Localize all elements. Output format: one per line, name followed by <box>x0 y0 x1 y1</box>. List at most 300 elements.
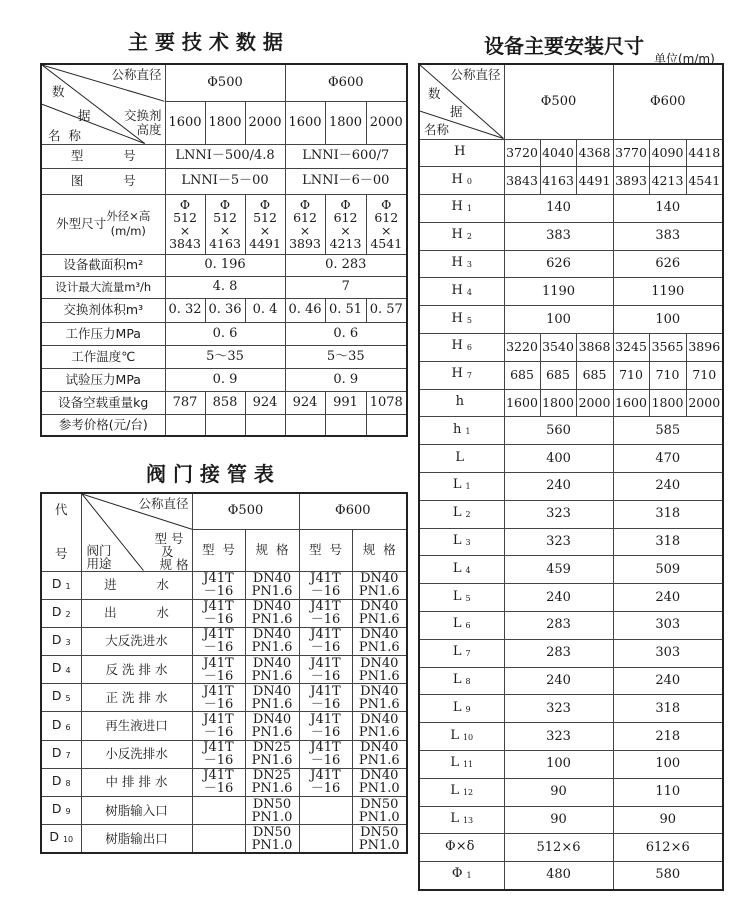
diameter-header: Φ600 <box>613 64 723 139</box>
dimension-cell: 4163 <box>540 167 576 195</box>
table-row <box>419 723 723 751</box>
table-row <box>41 684 407 712</box>
cell: 0. 6 <box>285 322 407 345</box>
table-row <box>41 391 407 414</box>
valve-cell: J41T －16 <box>192 599 245 627</box>
valve-cell: DN40 PN1.6 <box>245 599 299 627</box>
tech-data-table <box>40 63 408 437</box>
sub-header: 规 格 <box>245 529 299 571</box>
dimension-name: L 2 <box>419 500 504 528</box>
dimension-cell: 3770 <box>613 139 649 167</box>
dimension-name: H 7 <box>419 361 504 389</box>
dimension-cell: 685 <box>576 361 613 389</box>
dimension-name: H 1 <box>419 195 504 223</box>
diameter-header: Φ500 <box>192 493 299 529</box>
dimension-name: L 13 <box>419 806 504 834</box>
cell: 991 <box>325 391 366 414</box>
table-row <box>419 834 723 862</box>
table-row <box>419 139 723 167</box>
cell <box>205 414 245 436</box>
row-label: 设计最大流量m³/h <box>41 276 165 298</box>
table-row <box>419 473 723 501</box>
dimension-name: H <box>419 139 504 167</box>
dimension-cell: 240 <box>504 473 613 501</box>
dimension-name: h <box>419 389 504 417</box>
valve-use: 大反洗进水 <box>81 627 192 655</box>
dimension-cell: 303 <box>613 639 723 667</box>
dimension-name: L 1 <box>419 473 504 501</box>
cell <box>325 414 366 436</box>
dimension-cell: 283 <box>504 639 613 667</box>
valve-cell: DN50 PN1.0 <box>352 825 407 853</box>
diameter-header: Φ600 <box>285 64 407 101</box>
dimension-cell: 318 <box>613 528 723 556</box>
valve-cell: DN40 PN1.6 <box>245 684 299 712</box>
dimension-name: Φ×δ <box>419 834 504 862</box>
table-row <box>419 445 723 473</box>
tech-table-title: 主 要 技 术 数 据 <box>128 30 283 54</box>
table-row <box>41 254 407 276</box>
cell: LNNI－500/4.8 <box>165 144 285 168</box>
table-row <box>419 222 723 250</box>
valve-cell <box>299 797 352 825</box>
cell: 0. 9 <box>165 368 285 391</box>
dimension-cell: 512×6 <box>504 834 613 862</box>
cell: 5～35 <box>285 345 407 368</box>
table-row <box>419 584 723 612</box>
table-row <box>419 195 723 223</box>
dimension-cell: 383 <box>613 222 723 250</box>
table-row <box>419 528 723 556</box>
dimension-cell: 240 <box>504 667 613 695</box>
dimension-cell: 710 <box>686 361 723 389</box>
unit-label: 单位(m/m) <box>654 52 715 66</box>
valve-cell: J41T －16 <box>299 684 352 712</box>
dimension-cell: 3565 <box>649 334 686 362</box>
dimension-cell: 480 <box>504 862 613 890</box>
valve-code: D 4 <box>41 656 81 684</box>
dimension-cell: 1800 <box>649 389 686 417</box>
cell: 0. 46 <box>285 298 325 322</box>
valve-table <box>40 492 408 854</box>
dimension-name: H 4 <box>419 278 504 306</box>
dimension-cell: 580 <box>613 862 723 890</box>
valve-cell: J41T －16 <box>299 599 352 627</box>
dimension-cell: 100 <box>504 751 613 779</box>
dimension-cell: 560 <box>504 417 613 445</box>
dimension-cell: 3720 <box>504 139 540 167</box>
dimension-cell: 140 <box>613 195 723 223</box>
dimension-name: H 6 <box>419 334 504 362</box>
dimension-cell: 626 <box>504 250 613 278</box>
valve-cell: J41T －16 <box>192 627 245 655</box>
valve-cell: DN25 PN1.6 <box>245 740 299 768</box>
valve-use: 小反洗排水 <box>81 740 192 768</box>
corner-right-1: 型 号 <box>154 531 184 546</box>
valve-cell: J41T －16 <box>192 656 245 684</box>
corner-left-2: 用途 <box>86 556 112 571</box>
dimension-cell: 612×6 <box>613 834 723 862</box>
dimension-name: L 10 <box>419 723 504 751</box>
table-row <box>41 797 407 825</box>
cell: 787 <box>165 391 205 414</box>
dimension-cell: 318 <box>613 695 723 723</box>
cell: 0. 9 <box>285 368 407 391</box>
table-row <box>41 322 407 345</box>
valve-code: D 9 <box>41 797 81 825</box>
dimension-cell: 100 <box>613 751 723 779</box>
dimension-cell: 4491 <box>576 167 613 195</box>
table-row <box>419 751 723 779</box>
valve-cell <box>299 825 352 853</box>
table-row <box>41 571 407 599</box>
height-header: 2000 <box>366 101 407 144</box>
valve-use: 出 水 <box>81 599 192 627</box>
valve-use: 正 洗 排 水 <box>81 684 192 712</box>
diameter-header: Φ600 <box>299 493 407 529</box>
cell: 0. 51 <box>325 298 366 322</box>
table-row <box>419 389 723 417</box>
height-header: 2000 <box>245 101 285 144</box>
dimension-name: H 3 <box>419 250 504 278</box>
dimension-cell: 218 <box>613 723 723 751</box>
cell: Φ 612 × 4541 <box>366 194 407 254</box>
valve-cell <box>192 797 245 825</box>
dimension-cell: 459 <box>504 556 613 584</box>
row-label: 图 号 <box>41 168 165 194</box>
dimension-cell: 1600 <box>613 389 649 417</box>
dimension-cell: 1190 <box>613 278 723 306</box>
table-row <box>419 361 723 389</box>
valve-cell: DN40 PN1.6 <box>352 684 407 712</box>
cell: 4. 8 <box>165 276 285 298</box>
table-row <box>419 667 723 695</box>
cell: 0. 4 <box>245 298 285 322</box>
corner-mid: 据 <box>78 108 91 123</box>
cell: Φ 512 × 4491 <box>245 194 285 254</box>
table-row <box>419 334 723 362</box>
table-row <box>41 194 407 254</box>
row-label: 设备截面积m² <box>41 254 165 276</box>
dimension-cell: 240 <box>613 667 723 695</box>
valve-cell: DN40 PN1.6 <box>352 627 407 655</box>
dimension-cell: 710 <box>649 361 686 389</box>
dimension-cell: 3540 <box>540 334 576 362</box>
valve-cell: DN40 PN1.6 <box>352 740 407 768</box>
valve-use: 再生液进口 <box>81 712 192 740</box>
install-table-title: 设备主要安装尺寸 <box>484 34 644 58</box>
dimension-name: H 2 <box>419 222 504 250</box>
valve-cell: DN40 PN1.6 <box>245 571 299 599</box>
table-row <box>419 695 723 723</box>
corner-right-top: 交换剂 <box>123 108 162 123</box>
cell: 0. 36 <box>205 298 245 322</box>
dimension-cell: 2000 <box>576 389 613 417</box>
code-header: 代 号 <box>41 493 81 571</box>
table-row <box>419 612 723 640</box>
row-label <box>41 194 165 254</box>
valve-cell: J41T －16 <box>192 768 245 796</box>
dimension-cell: 323 <box>504 695 613 723</box>
corner-mid-left: 数 <box>428 86 441 101</box>
valve-cell: J41T －16 <box>299 712 352 740</box>
dimension-cell: 323 <box>504 500 613 528</box>
dimension-cell: 110 <box>613 778 723 806</box>
cell: Φ 612 × 4213 <box>325 194 366 254</box>
dimension-cell: 3893 <box>613 167 649 195</box>
valve-cell: J41T －16 <box>192 712 245 740</box>
table-row <box>419 167 723 195</box>
valve-code: D 5 <box>41 684 81 712</box>
cell: 1078 <box>366 391 407 414</box>
dimension-cell: 585 <box>613 417 723 445</box>
table-row <box>41 298 407 322</box>
cell: LNNI－6－00 <box>285 168 407 194</box>
table-row <box>41 599 407 627</box>
cell: Φ 612 × 3893 <box>285 194 325 254</box>
cell: LNNI－600/7 <box>285 144 407 168</box>
dimension-cell: 100 <box>613 306 723 334</box>
cell: 924 <box>285 391 325 414</box>
dimension-cell: 4213 <box>649 167 686 195</box>
valve-cell: DN40 PN1.0 <box>352 768 407 796</box>
corner-top: 公称直径 <box>450 67 501 82</box>
dimension-name: L 11 <box>419 751 504 779</box>
dimension-cell: 400 <box>504 445 613 473</box>
outline-label: 外型尺寸 <box>56 216 107 231</box>
height-header: 1600 <box>165 101 205 144</box>
corner-left-1: 阀门 <box>86 543 112 558</box>
cell <box>245 414 285 436</box>
table-row <box>419 556 723 584</box>
dimension-cell: 3896 <box>686 334 723 362</box>
dimension-cell: 283 <box>504 612 613 640</box>
install-corner-header <box>419 64 504 139</box>
valve-cell: DN25 PN1.6 <box>245 768 299 796</box>
dimension-name: h 1 <box>419 417 504 445</box>
dimension-name: L <box>419 445 504 473</box>
dimension-cell: 100 <box>504 306 613 334</box>
table-row <box>419 278 723 306</box>
dimension-name: Φ 1 <box>419 862 504 890</box>
valve-cell: DN40 PN1.6 <box>245 656 299 684</box>
valve-cell: J41T －16 <box>192 571 245 599</box>
valve-table-title: 阀 门 接 管 表 <box>146 462 274 486</box>
height-header: 1800 <box>205 101 245 144</box>
valve-cell: DN40 PN1.6 <box>245 712 299 740</box>
valve-cell: DN40 PN1.6 <box>352 571 407 599</box>
dimension-cell: 509 <box>613 556 723 584</box>
dimension-name: H 5 <box>419 306 504 334</box>
valve-cell: DN40 PN1.6 <box>352 712 407 740</box>
dimension-name: L 3 <box>419 528 504 556</box>
dimension-cell: 240 <box>613 584 723 612</box>
dimension-name: L 12 <box>419 778 504 806</box>
dimension-cell: 3245 <box>613 334 649 362</box>
dimension-cell: 1800 <box>540 389 576 417</box>
dimension-name: L 5 <box>419 584 504 612</box>
corner-bottom: 名称 <box>424 122 450 137</box>
valve-code: D 7 <box>41 740 81 768</box>
dimension-cell: 1190 <box>504 278 613 306</box>
dimension-cell: 4090 <box>649 139 686 167</box>
valve-use: 树脂输入口 <box>81 797 192 825</box>
sub-header: 型 号 <box>192 529 245 571</box>
valve-cell: J41T －16 <box>192 684 245 712</box>
cell: LNNI－5－00 <box>165 168 285 194</box>
table-row <box>419 417 723 445</box>
valve-cell: DN40 PN1.6 <box>352 656 407 684</box>
table-row <box>41 276 407 298</box>
valve-use: 树脂输出口 <box>81 825 192 853</box>
row-label: 型 号 <box>41 144 165 168</box>
valve-cell: DN40 PN1.6 <box>352 599 407 627</box>
table-row <box>41 740 407 768</box>
valve-code: D 3 <box>41 627 81 655</box>
corner-right-3: 规 格 <box>159 557 189 571</box>
diameter-header: Φ500 <box>504 64 613 139</box>
corner-top: 公称直径 <box>138 496 189 511</box>
height-header: 1800 <box>325 101 366 144</box>
dimension-cell: 1600 <box>504 389 540 417</box>
row-label: 试验压力MPa <box>41 368 165 391</box>
table-row <box>419 250 723 278</box>
valve-cell: J41T －16 <box>299 740 352 768</box>
dimension-name: L 4 <box>419 556 504 584</box>
table-row <box>41 627 407 655</box>
diameter-header: Φ500 <box>165 64 285 101</box>
dimension-cell: 710 <box>613 361 649 389</box>
dimension-cell: 4541 <box>686 167 723 195</box>
cell <box>366 414 407 436</box>
dimension-name: L 9 <box>419 695 504 723</box>
table-row <box>41 345 407 368</box>
cell: 0. 6 <box>165 322 285 345</box>
dimension-cell: 90 <box>613 806 723 834</box>
valve-cell: J41T －16 <box>299 627 352 655</box>
dimension-cell: 383 <box>504 222 613 250</box>
table-row <box>419 306 723 334</box>
dimension-cell: 240 <box>613 473 723 501</box>
table-row <box>41 144 407 168</box>
valve-cell: J41T －16 <box>299 656 352 684</box>
tech-corner-header <box>41 64 165 144</box>
dimension-cell: 3868 <box>576 334 613 362</box>
dimension-cell: 323 <box>504 528 613 556</box>
valve-code: D 10 <box>41 825 81 853</box>
dimension-cell: 90 <box>504 778 613 806</box>
valve-cell: DN40 PN1.6 <box>245 627 299 655</box>
valve-cell: DN50 PN1.0 <box>245 797 299 825</box>
cell: 0. 57 <box>366 298 407 322</box>
dimension-name: L 6 <box>419 612 504 640</box>
corner-mid: 据 <box>450 104 463 119</box>
valve-cell: DN50 PN1.0 <box>352 797 407 825</box>
dimension-cell: 685 <box>504 361 540 389</box>
dimension-cell: 240 <box>504 584 613 612</box>
dimension-cell: 140 <box>504 195 613 223</box>
row-label: 交换剂体积m³ <box>41 298 165 322</box>
sub-header: 型 号 <box>299 529 352 571</box>
dimension-cell: 626 <box>613 250 723 278</box>
valve-cell <box>192 825 245 853</box>
dimension-cell: 323 <box>504 723 613 751</box>
row-label: 参考价格(元/台) <box>41 414 165 436</box>
height-header: 1600 <box>285 101 325 144</box>
dimension-name: H 0 <box>419 167 504 195</box>
table-row <box>419 806 723 834</box>
table-row <box>41 414 407 436</box>
cell: 7 <box>285 276 407 298</box>
install-table <box>418 63 724 891</box>
valve-cell: DN50 PN1.0 <box>245 825 299 853</box>
outline-label-2: 外径×高 <box>106 209 151 223</box>
table-row <box>419 862 723 890</box>
table-row <box>41 768 407 796</box>
dimension-cell: 3220 <box>504 334 540 362</box>
valve-code: D 6 <box>41 712 81 740</box>
cell: 0. 196 <box>165 254 285 276</box>
dimension-cell: 470 <box>613 445 723 473</box>
table-row <box>41 712 407 740</box>
table-row <box>41 368 407 391</box>
cell <box>285 414 325 436</box>
table-row <box>419 500 723 528</box>
dimension-cell: 2000 <box>686 389 723 417</box>
valve-cell: J41T －16 <box>299 571 352 599</box>
dimension-name: L 8 <box>419 667 504 695</box>
row-label: 设备空载重量kg <box>41 391 165 414</box>
valve-use: 反 洗 排 水 <box>81 656 192 684</box>
row-label: 工作温度℃ <box>41 345 165 368</box>
sub-header: 规 格 <box>352 529 407 571</box>
dimension-cell: 90 <box>504 806 613 834</box>
valve-use: 进 水 <box>81 571 192 599</box>
dimension-cell: 685 <box>540 361 576 389</box>
cell <box>165 414 205 436</box>
valve-cell: J41T －16 <box>299 768 352 796</box>
valve-code: D 2 <box>41 599 81 627</box>
table-row <box>419 639 723 667</box>
cell: 5～35 <box>165 345 285 368</box>
corner-right-bottom: 高度 <box>136 122 162 137</box>
dimension-cell: 318 <box>613 500 723 528</box>
cell: 0. 32 <box>165 298 205 322</box>
dimension-cell: 4040 <box>540 139 576 167</box>
corner-mid-left: 数 <box>52 84 65 99</box>
outline-label-3: (m/m) <box>110 224 146 238</box>
dimension-cell: 4368 <box>576 139 613 167</box>
table-row <box>41 656 407 684</box>
valve-cell: J41T －16 <box>192 740 245 768</box>
valve-use: 中 排 排 水 <box>81 768 192 796</box>
cell: Φ 512 × 3843 <box>165 194 205 254</box>
dimension-cell: 303 <box>613 612 723 640</box>
corner-top: 公称直径 <box>111 67 162 82</box>
dimension-cell: 3843 <box>504 167 540 195</box>
dimension-cell: 4418 <box>686 139 723 167</box>
valve-code: D 1 <box>41 571 81 599</box>
cell: 858 <box>205 391 245 414</box>
valve-corner-header <box>81 493 192 571</box>
cell: 924 <box>245 391 285 414</box>
valve-code: D 8 <box>41 768 81 796</box>
table-row <box>419 778 723 806</box>
cell: Φ 512 × 4163 <box>205 194 245 254</box>
corner-right-2: 及 <box>160 544 174 559</box>
table-row <box>41 825 407 853</box>
table-row <box>41 168 407 194</box>
